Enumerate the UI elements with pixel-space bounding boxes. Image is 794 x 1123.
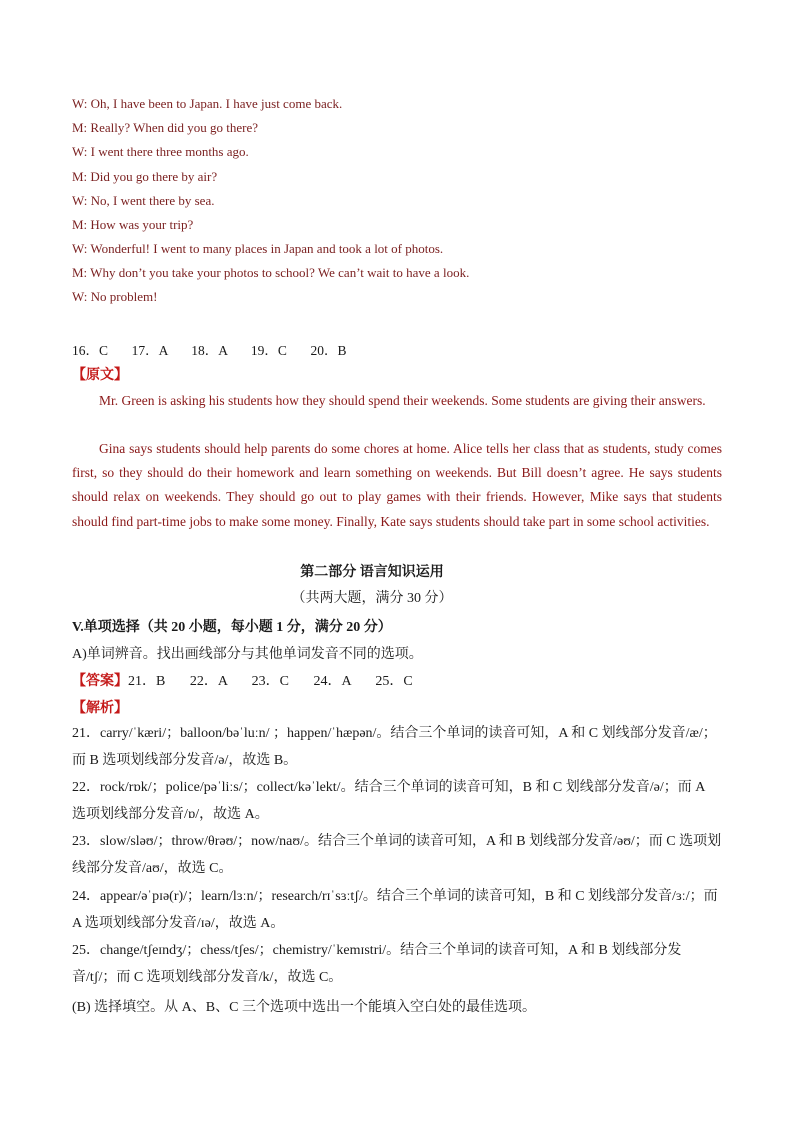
- dialogue-line: W: Wonderful! I went to many places in Japan and took a lot of photos.: [72, 241, 444, 256]
- explanation-24: 24．appear/əˈpɪə(r)/；learn/lɜːn/；research/rɪˈsɜːtʃ/。结合三个单词的读音可知，B 和 C 划线部分发音/ɜː/；而 A 选项划线部分发音/ɪə/，故选 A。: [72, 889, 718, 931]
- jiexi-label: 【解析】: [72, 701, 128, 716]
- explanation-22: 22．rock/rɒk/；police/pəˈliːs/；collect/kəˈlekt/。结合三个单词的读音可知，B 和 C 划线部分发音/ə/；而 A 选项划线部分发音/ɒ/，故选 A。: [72, 780, 705, 822]
- explanation-23: 23．slow/sləʊ/；throw/θrəʊ/；now/naʊ/。结合三个单词的读音可知，A 和 B 划线部分发音/əʊ/；而 C 选项划线部分发音/aʊ/，故选 C。: [72, 834, 722, 876]
- dialogue-line: W: I went there three months ago.: [72, 144, 249, 159]
- dialogue-line: W: No problem!: [72, 289, 158, 304]
- part2-title: 第二部分 语言知识运用: [300, 565, 444, 580]
- section5-sub-b: (B) 选择填空。从 A、B、C 三个选项中选出一个能填入空白处的最佳选项。: [72, 1000, 536, 1015]
- passage-paragraph-1: Mr. Green is asking his students how they should spend their weekends. Some students are giving their answers.: [99, 393, 706, 408]
- dialogue-line: W: Oh, I have been to Japan. I have just come back.: [72, 96, 343, 111]
- dialogue-line: M: Why don’t you take your photos to school? We can’t wait to have a look.: [72, 265, 470, 280]
- answer-row: [72, 670, 413, 690]
- dialogue-line: M: Really? When did you go there?: [72, 120, 259, 135]
- part2-subtitle: （共两大题，满分 30 分）: [291, 591, 453, 606]
- dialogue-line: W: No, I went there by sea.: [72, 193, 215, 208]
- answers-16-20: 16．C 17．A 18．A 19．C 20．B: [72, 343, 347, 358]
- answer-label: 【答案】: [72, 674, 128, 689]
- explanation-21: 21．carry/ˈkæri/；balloon/bəˈluːn/ ；happen/ˈhæpən/。结合三个单词的读音可知，A 和 C 划线部分发音/æ/；而 B 选项划线部分发音/ə/，故选 B。: [72, 726, 717, 768]
- section5-sub-a: A)单词辨音。找出画线部分与其他单词发音不同的选项。: [72, 647, 423, 662]
- dialogue-line: M: Did you go there by air?: [72, 169, 218, 184]
- dialogue-line: M: How was your trip?: [72, 217, 194, 232]
- passage-paragraph-2: Gina says students should help parents do some chores at home. Alice tells her class that as students, study comes first, so they should do their homework and learn something on weekends. But Bill doesn’t agree. He says students should relax on weekends. They should go out to play games with their friends. However, Mike says that students should find part-time jobs to make some money. Finally, Kate says students should take part in some school activities.: [72, 441, 722, 529]
- answers-21-25: 21．B 22．A 23．C 24．A 25．C: [128, 674, 413, 689]
- section5-heading: V.单项选择（共 20 小题，每小题 1 分，满分 20 分）: [72, 620, 392, 635]
- yuanwen-label: 【原文】: [72, 368, 128, 383]
- explanation-25: 25．change/tʃeɪndʒ/；chess/tʃes/；chemistry/ˈkemɪstri/。结合三个单词的读音可知，A 和 B 划线部分发音/tʃ/；而 C 选项划线部分发音/k/，故选 C。: [72, 943, 682, 985]
